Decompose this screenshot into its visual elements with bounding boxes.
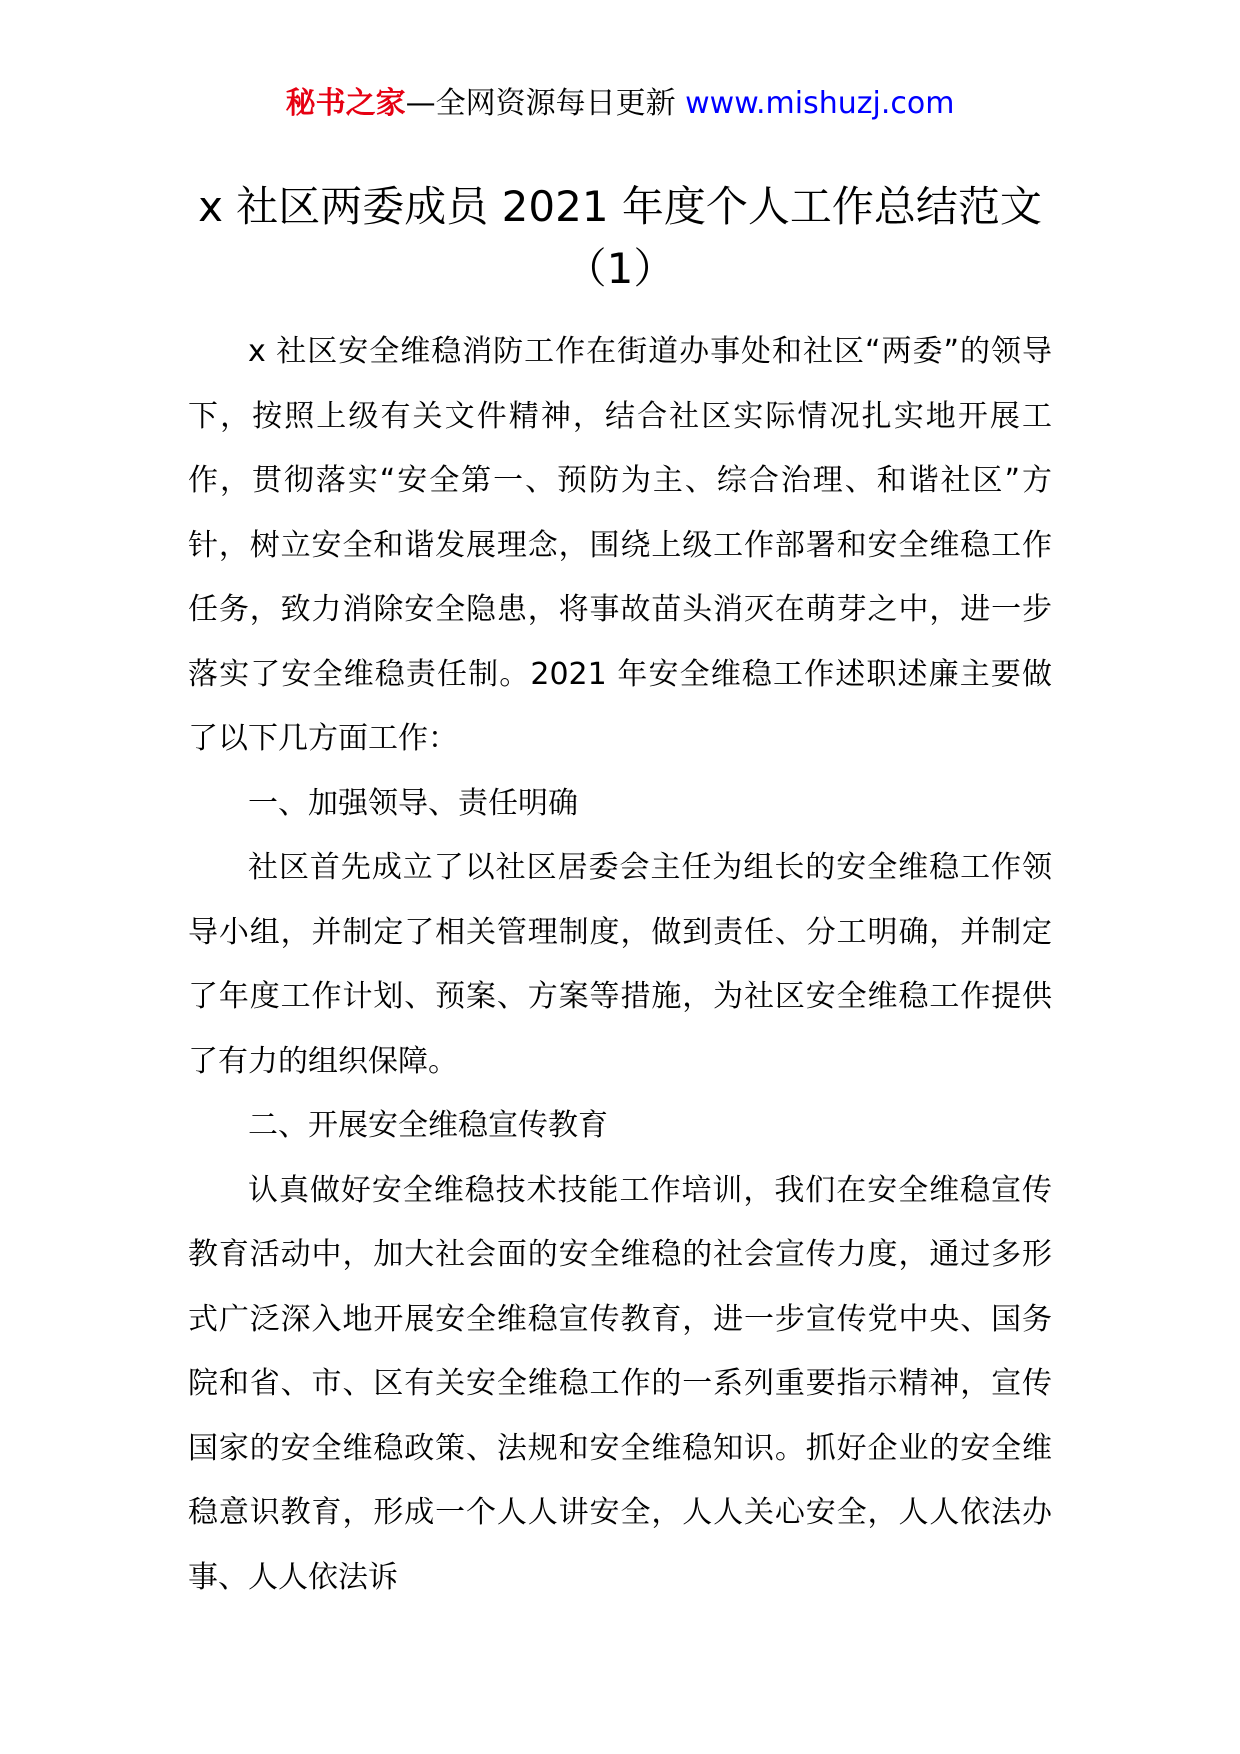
site-header: [0, 84, 1240, 124]
site-url-link[interactable]: www.mishuzj.com: [685, 86, 955, 121]
section-1-paragraph: 社区首先成立了以社区居委会主任为组长的安全维稳工作领导小组，并制定了相关管理制度，做到责任、分工明确，并制定了年度工作计划、预案、方案等措施，为社区安全维稳工作提供了有力的组织保障。: [188, 850, 1052, 1079]
document-title: x 社区两委成员 2021 年度个人工作总结范文（1）: [198, 182, 1042, 293]
document-body: [188, 320, 1052, 1610]
section-2-paragraph: 认真做好安全维稳技术技能工作培训，我们在安全维稳宣传教育活动中，加大社会面的安全维稳的社会宣传力度，通过多形式广泛深入地开展安全维稳宣传教育，进一步宣传党中央、国务院和省、市、区有关安全维稳工作的一系列重要指示精神，宣传国家的安全维稳政策、法规和安全维稳知识。抓好企业的安全维稳意识教育，形成一个人人讲安全，人人关心安全，人人依法办事、人人依法诉: [188, 1172, 1052, 1595]
section-heading-1: 一、加强领导、责任明确: [248, 785, 578, 821]
site-brand: 秘书之家: [285, 86, 406, 121]
intro-paragraph: x 社区安全维稳消防工作在街道办事处和社区“两委”的领导下，按照上级有关文件精神，结合社区实际情况扎实地开展工作，贯彻落实“安全第一、预防为主、综合治理、和谐社区”方针，树立安全和谐发展理念，围绕上级工作部署和安全维稳工作任务，致力消除安全隐患，将事故苗头消灭在萌芽之中，进一步落实了安全维稳责任制。2021 年安全维稳工作述职述廉主要做了以下几方面工作：: [188, 334, 1052, 756]
site-tagline: —全网资源每日更新: [405, 86, 676, 121]
section-heading-2: 二、开展安全维稳宣传教育: [248, 1108, 608, 1143]
